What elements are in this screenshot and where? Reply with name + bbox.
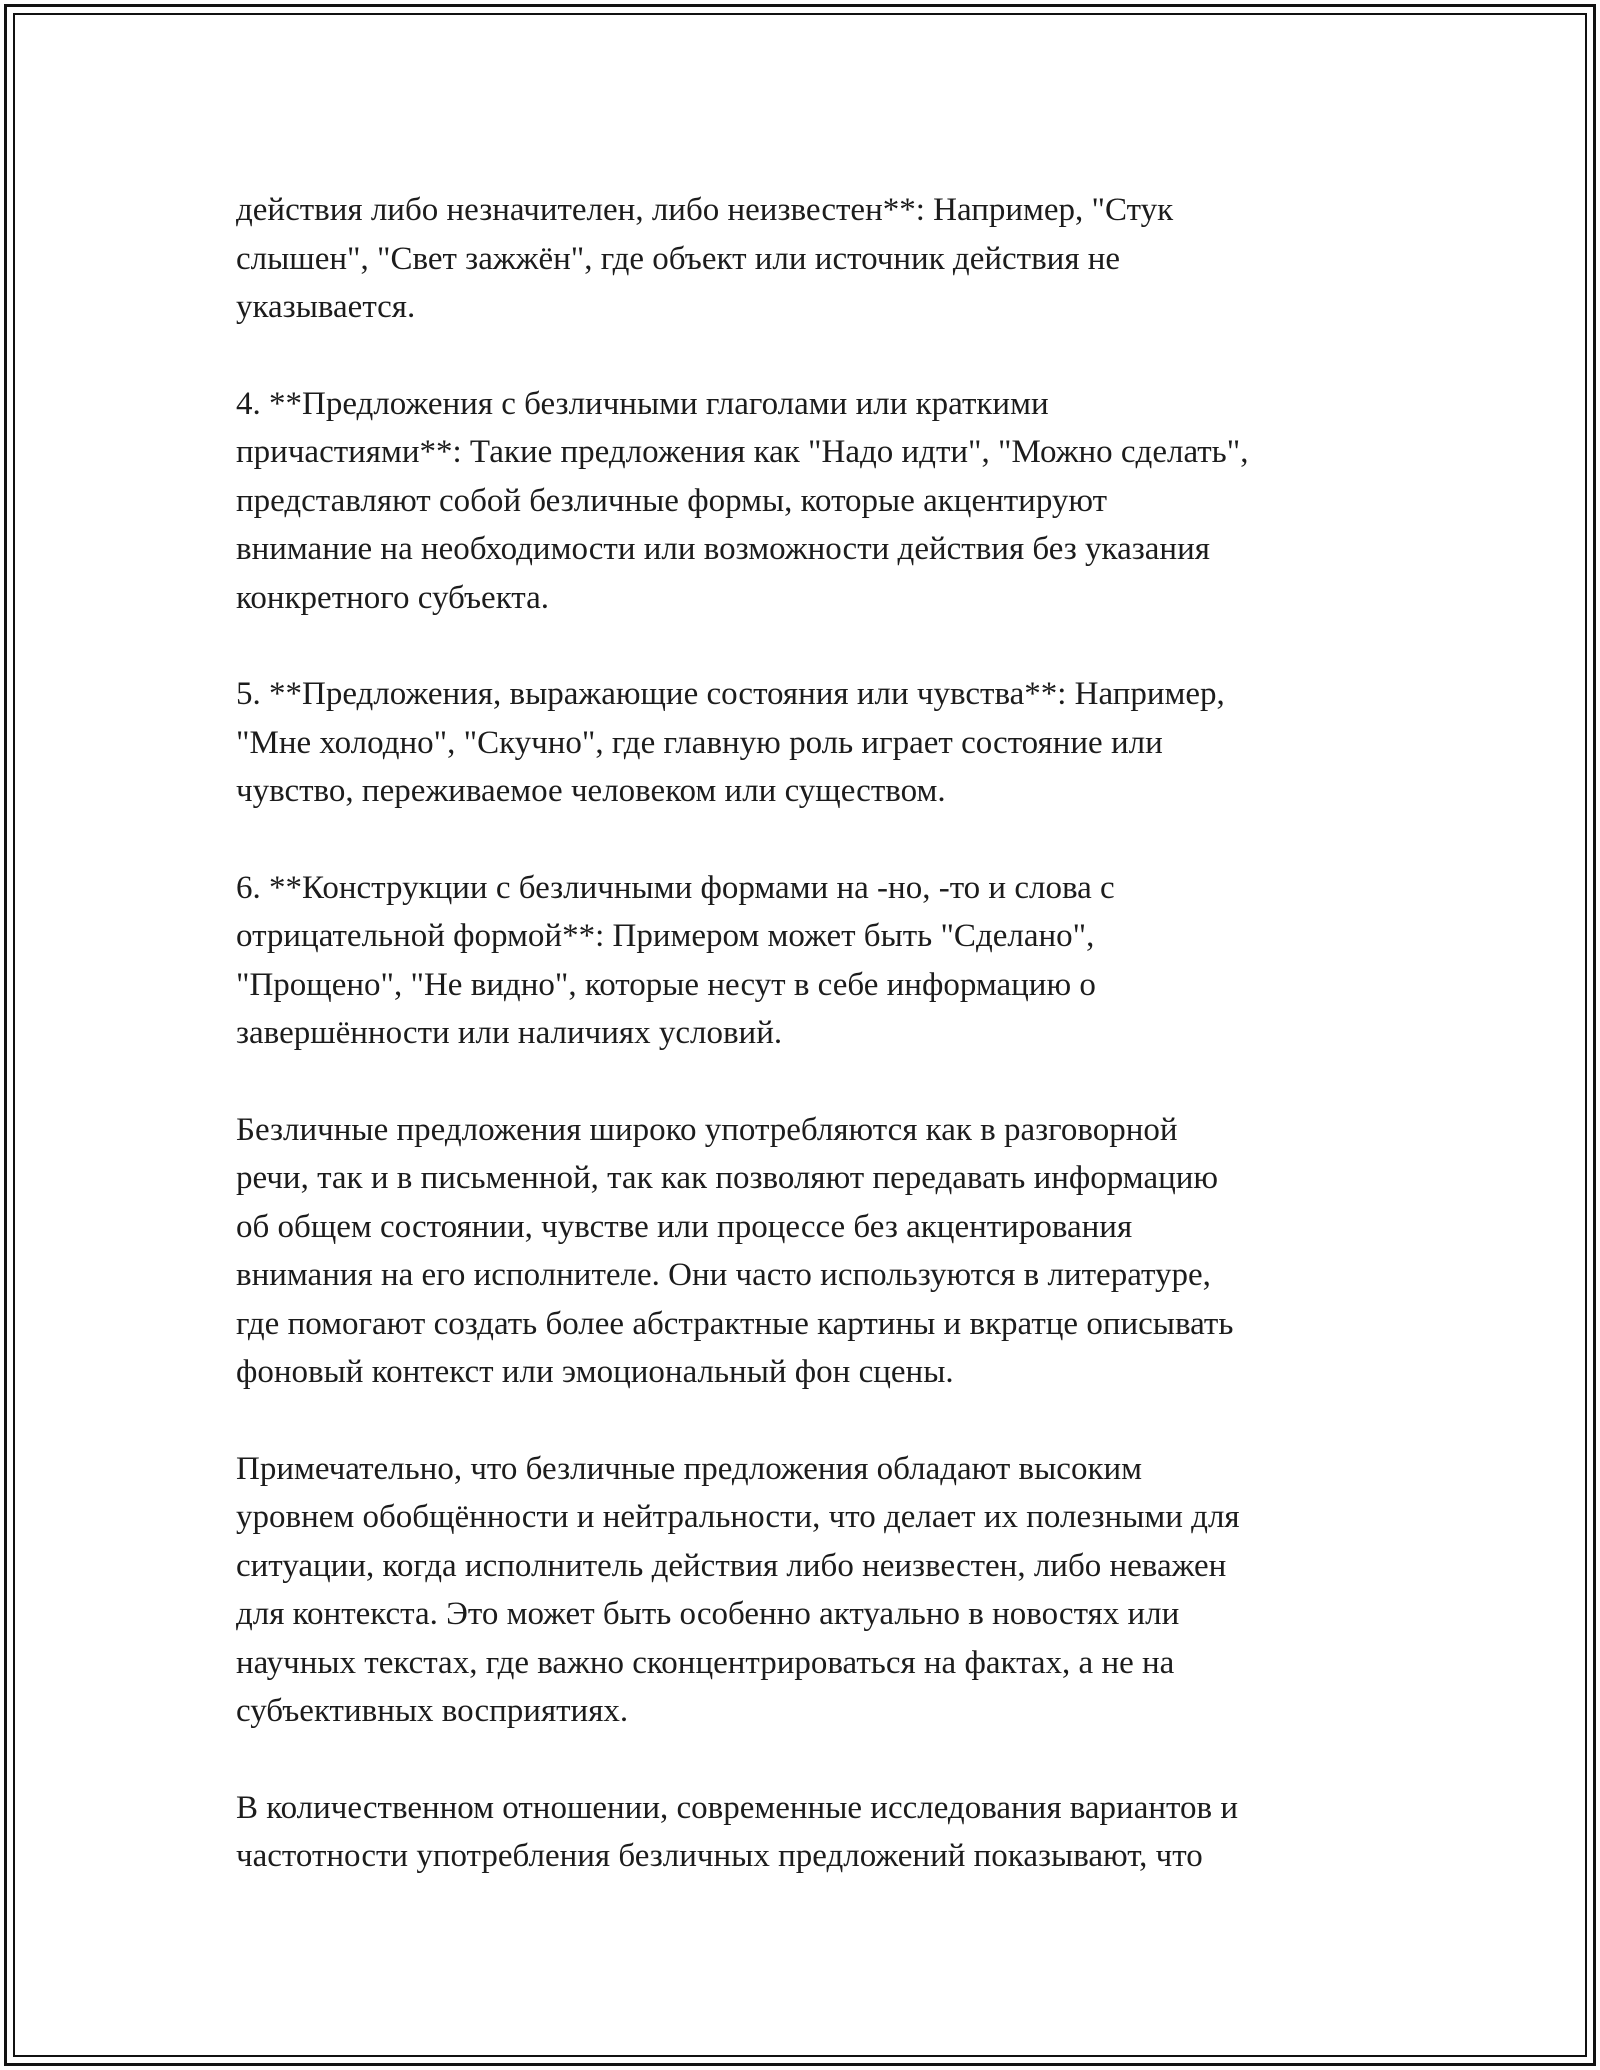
text-line: отрицательной формой**: Примером может быть "Сделано", (236, 918, 1095, 954)
text-line: фоновый контекст или эмоциональный фон сцены. (236, 1354, 954, 1390)
paragraph-item-4 (236, 380, 1372, 623)
text-line: частотности употребления безличных предложений показывают, что (236, 1838, 1203, 1874)
text-line: конкретного субъекта. (236, 579, 550, 616)
text-line: научных текстах, где важно сконцентрироваться на фактах, а не на (236, 1644, 1175, 1681)
paragraph-item-5 (236, 670, 1372, 816)
text-line: 4. **Предложения с безличными глаголами или краткими (236, 385, 1049, 422)
paragraph-item-6 (236, 864, 1372, 1058)
text-line: для контекста. Это может быть особенно актуально в новостях или (236, 1596, 1180, 1632)
paragraph-quantitative (236, 1784, 1372, 1881)
text-line: причастиями**: Такие предложения как "Надо идти", "Можно сделать", (236, 434, 1249, 470)
text-line: завершённости или наличиях условий. (236, 1015, 783, 1051)
text-line: действия либо незначителен, либо неизвестен**: Например, "Стук (236, 192, 1174, 228)
text-line: представляют собой безличные формы, которые акцентируют (236, 482, 1108, 519)
text-line: Безличные предложения широко употребляются как в разговорной (236, 1111, 1178, 1148)
text-line: В количественном отношении, современные исследования вариантов и (236, 1789, 1238, 1826)
text-line: 5. **Предложения, выражающие состояния или чувства**: Например, (236, 676, 1225, 712)
paragraph-usage (236, 1106, 1372, 1397)
text-line: ситуации, когда исполнитель действия либо неизвестен, либо неважен (236, 1547, 1227, 1584)
text-line: "Прощено", "Не видно", которые несут в себе информацию о (236, 966, 1096, 1003)
text-line: указывается. (236, 289, 416, 325)
paragraph-continuation (236, 186, 1372, 332)
text-line: об общем состоянии, чувстве или процессе без акцентирования (236, 1208, 1133, 1245)
text-line: чувство, переживаемое человеком или существом. (236, 773, 946, 809)
text-line: внимание на необходимости или возможности действия без указания (236, 531, 1210, 567)
text-line: 6. **Конструкции с безличными формами на -но, -то и слова с (236, 869, 1115, 906)
text-line: уровнем обобщённости и нейтральности, что делает их полезными для (236, 1499, 1240, 1535)
text-line: "Мне холодно", "Скучно", где главную роль играет состояние или (236, 724, 1163, 761)
text-line: речи, так и в письменной, так как позволяют передавать информацию (236, 1160, 1219, 1196)
text-line: слышен", "Свет зажжён", где объект или источник действия не (236, 240, 1121, 277)
text-line: субъективных восприятиях. (236, 1693, 629, 1729)
text-line: Примечательно, что безличные предложения обладают высоким (236, 1450, 1143, 1487)
paragraph-notable (236, 1445, 1372, 1736)
text-line: где помогают создать более абстрактные картины и вкратце описывать (236, 1305, 1234, 1342)
document-body (236, 186, 1372, 1929)
text-line: внимания на его исполнителе. Они часто используются в литературе, (236, 1257, 1211, 1293)
